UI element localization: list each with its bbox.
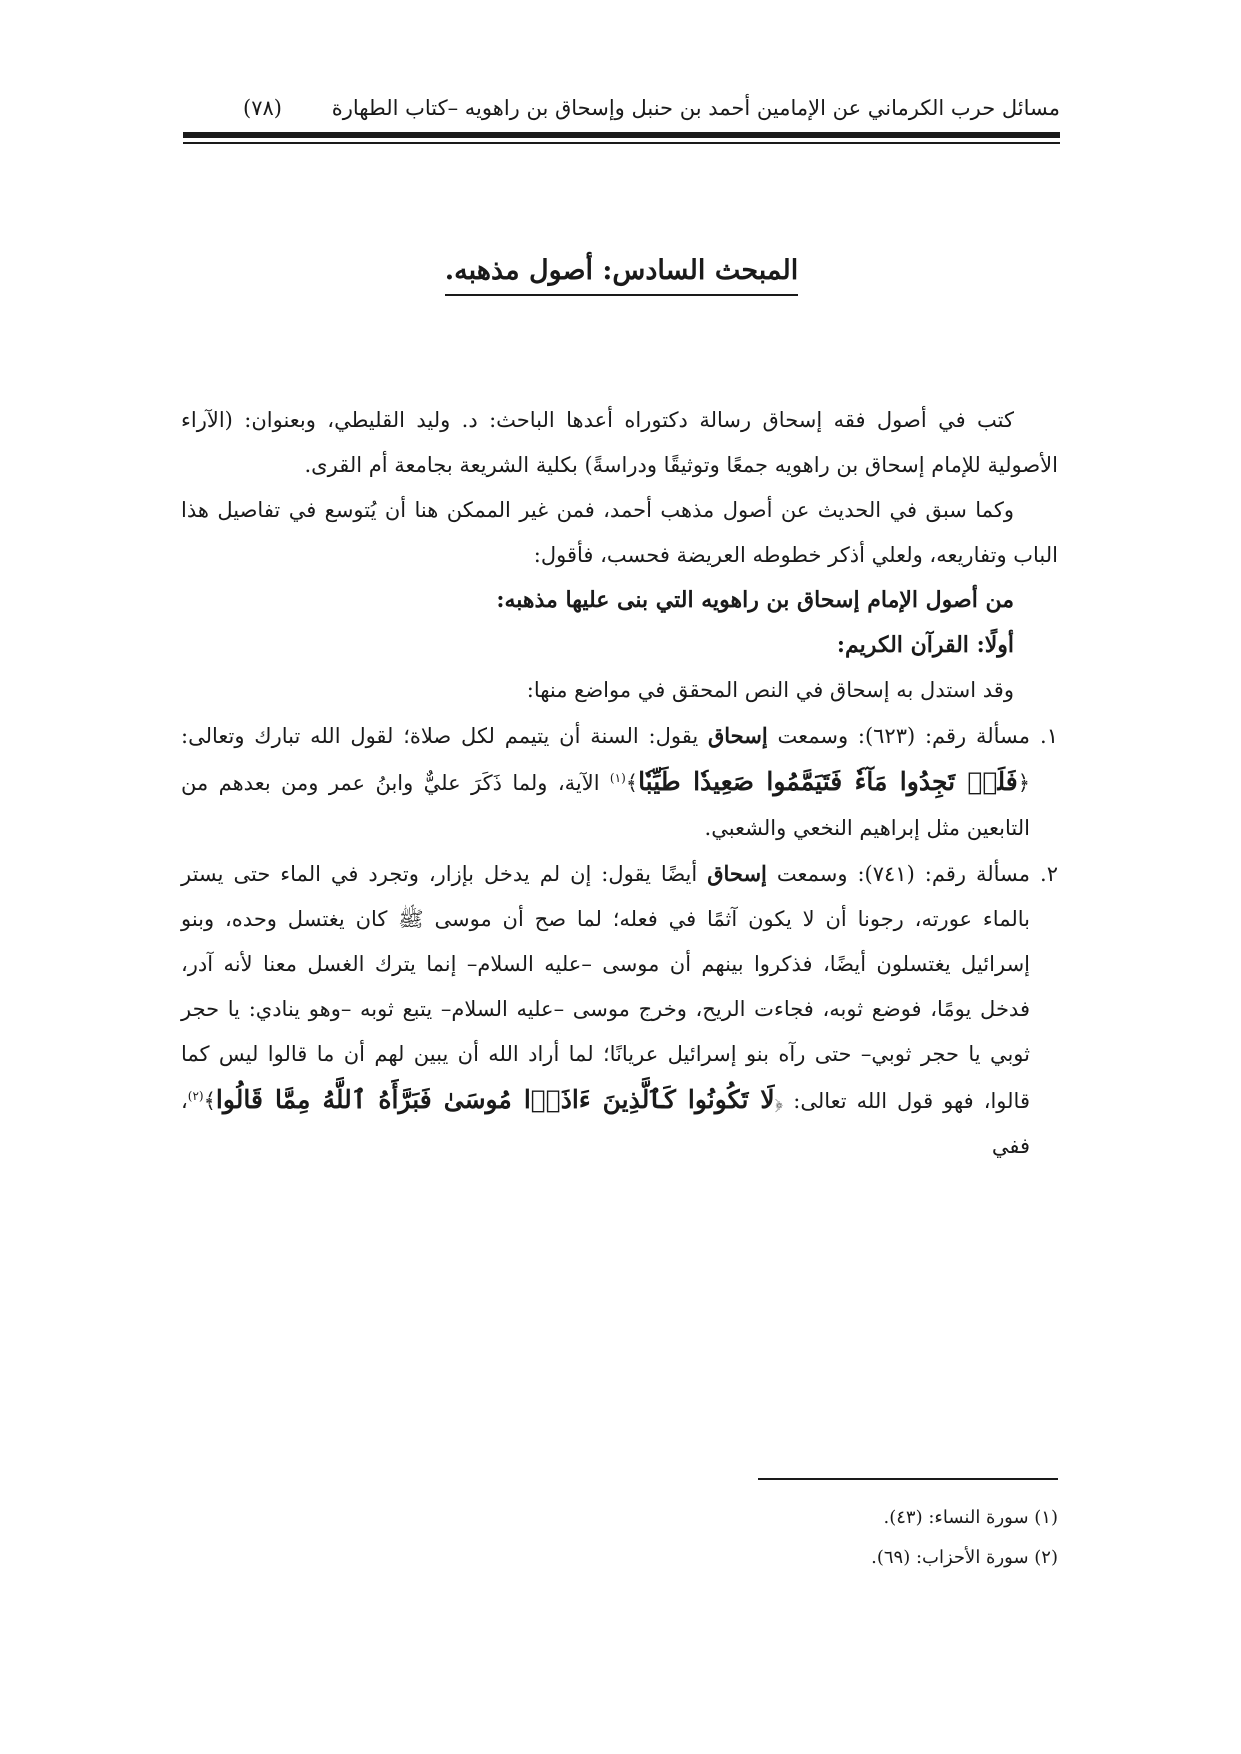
footnote-marker: (٢): [187, 1089, 204, 1103]
header-rule-thin: [183, 142, 1060, 144]
header-rule-thick: [183, 132, 1060, 138]
running-header-title: مسائل حرب الكرماني عن الإمامين أحمد بن حنبل وإسحاق بن راهويه –كتاب الطهارة: [331, 96, 1060, 120]
item-text-before-quote: أيضًا يقول: إن لم يدخل بإزار، وتجرد في الماء حتى يستر بالماء عورته، رجونا أن لا يكون آثمًا في فعله؛ لما صح أن موسى ﷺ كان يغتسل وحده، وبنو إسرائيل يغتسلون أيضًا، فذكروا بينهم أن موسى –عليه السلام– إنما يترك الغسل معنا لأنه آدر، فدخل يومًا، فوضع ثوبه، فجاءت الريح، وخرج موسى –عليه السلام– يتبع ثوبه –وهو ينادي: يا حجر ثوبي يا حجر ثوبي– حتى رآه بنو إسرائيل عريانًا؛ لما أراد الله أن يبين لهم أن ما قالوا ليس كما قالوا، فهو قول الله تعالى: ﴿: [181, 862, 1030, 1113]
paragraph-2: وكما سبق في الحديث عن أصول مذهب أحمد، فمن غير الممكن هنا أن يُتوسع في تفاصيل هذا الباب وتفاريعه، ولعلي أذكر خطوطه العريضة فحسب، فأقول:: [181, 498, 1058, 567]
footnote-separator: [758, 1478, 1058, 1480]
quran-quote: فَلَمۡ تَجِدُوا مَآءٗ فَتَيَمَّمُوا صَعِيدٗا طَيِّبٗا: [638, 767, 1018, 796]
body-text: [181, 398, 1058, 1169]
list-item-number: ٢.: [1040, 862, 1059, 886]
item-lead: مسألة رقم: (٧٤١): وسمعت: [766, 862, 1031, 886]
paragraph-intro: وقد استدل به إسحاق في النص المحقق في مواضع منها:: [526, 678, 1014, 702]
footnotes: [181, 1498, 1058, 1578]
page-number: (٧٨): [243, 96, 282, 120]
footnote-1: (١) سورة النساء: (٤٣).: [883, 1507, 1058, 1528]
running-header: [183, 88, 1060, 128]
footnote-marker: (١): [609, 771, 626, 785]
list-item: [181, 851, 1058, 1169]
subheading-quran: أولًا: القرآن الكريم:: [836, 632, 1014, 658]
list-item: [181, 713, 1058, 851]
footnote-2: (٢) سورة الأحزاب: (٦٩).: [871, 1547, 1058, 1568]
paragraph-1: كتب في أصول فقه إسحاق رسالة دكتوراه أعدها الباحث: د. وليد القليطي، وبعنوان: (الآراء الأصولية للإمام إسحاق بن راهويه جمعًا وتوثيقًا ودراسةً) بكلية الشريعة بجامعة أم القرى.: [181, 408, 1058, 477]
section-heading-text: المبحث السادس: أصول مذهبه.: [445, 255, 799, 296]
item-lead: مسألة رقم: (٦٢٣): وسمعت: [767, 724, 1031, 748]
quote-close: ﴾: [625, 771, 639, 795]
item-name: إسحاق: [707, 723, 768, 748]
item-text-after-quote: الآية، ولما ذَكَرَ عليٌّ وابنُ عمر ومن بعدهم من التابعين مثل إبراهيم النخعي والشعبي.: [181, 771, 1030, 840]
list-item-number: ١.: [1040, 724, 1059, 748]
quran-quote: لَا تَكُونُوا كَٱلَّذِينَ ءَاذَوۡا مُوسَىٰ فَبَرَّأَهُ ٱللَّهُ مِمَّا قَالُوا: [215, 1085, 775, 1114]
subheading-principles: من أصول الإمام إسحاق بن راهويه التي بنى عليها مذهبه:: [496, 587, 1014, 613]
item-text-after-quote: ، ففي: [181, 1089, 1030, 1158]
item-text-before-quote: يقول: السنة أن يتيمم لكل صلاة؛ لقول الله تبارك وتعالى: ﴿: [181, 724, 1031, 795]
section-heading: [183, 255, 1060, 296]
quote-close: ﴾: [203, 1089, 216, 1113]
item-name: إسحاق: [707, 861, 767, 886]
